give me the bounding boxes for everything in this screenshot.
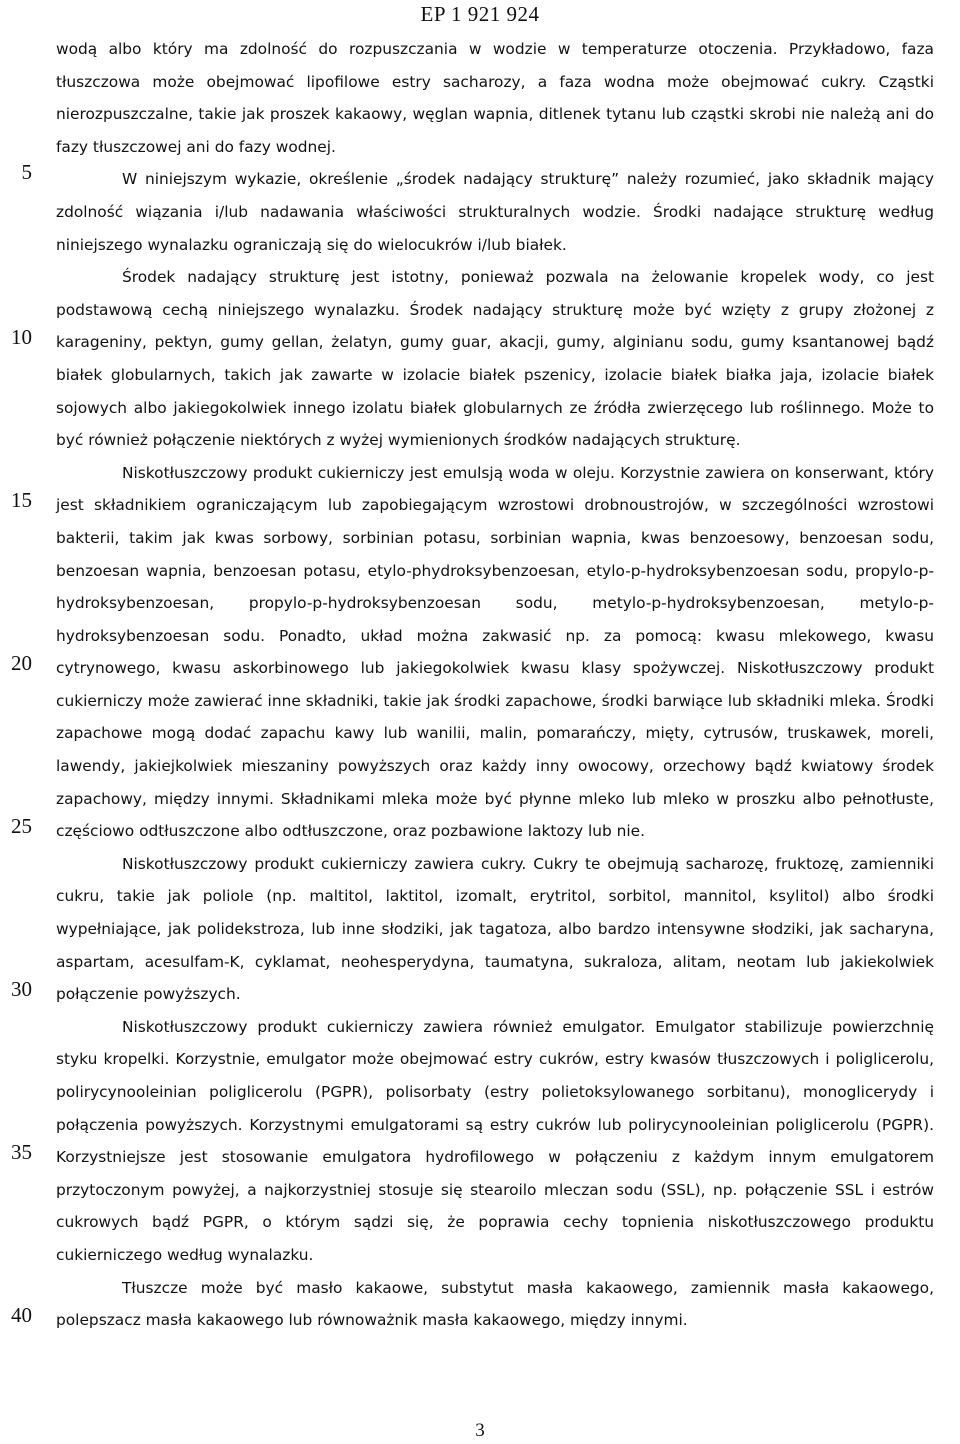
paragraph-emulsifier: Niskotłuszczowy produkt cukierniczy zawiera również emulgator. Emulgator stabilizuje powierzchnię styku kropelki. Korzystnie, emulgator może obejmować estry cukrów, estry kwasów tłuszczowych i poliglicerolu, polirycynooleinian poliglicerolu (PGPR), polisorbaty (estry polietoksylowanego sorbitanu), monoglicerydy i połączenia powyższych. Korzystnymi emulgatorami są estry cukrów lub polirycynooleinian poliglicerolu (PGPR). Korzystniejsze jest stosowanie emulgatora hydrofilowego w połączeniu z każdym innym emulgatorem przytoczonym powyżej, a najkorzystniej stosuje się stearoilo mleczan sodu (SSL), np. połączenie SSL i estrów cukrowych bądź PGPR, o którym sądzi się, że poprawia cechy topnienia niskotłuszczowego produktu cukierniczego według wynalazku. — [56, 1017, 934, 1264]
line-number: 40 — [11, 1303, 32, 1327]
paragraph-fat: Tłuszcze może być masło kakaowe, substytut masła kakaowego, zamiennik masła kakaowego, polepszacz masła kakaowego lub równoważnik masła kakaowego, między innymi. — [56, 1278, 934, 1330]
line-number: 10 — [11, 325, 32, 349]
paragraph-structuring-agent-group: Środek nadający strukturę jest istotny, ponieważ pozwala na żelowanie kropelek wody, co jest podstawową cechą niniejszego wynalazku. Środek nadający strukturę może być wzięty z grupy złożonej z karageniny, pektyn, gumy gellan, żelatyn, gumy guar, akacji, gumy, alginianu sodu, gumy ksantanowej bądź białek globularnych, takich jak zawarte w izolacie białek pszenicy, izolacie białek białka jaja, izolacie białek sojowych albo jakiegokolwiek innego izolatu białek globularnych ze źródła zwierzęcego lub roślinnego. Może to być również połączenie niektórych z wyżej wymienionych środków nadających strukturę. — [56, 268, 934, 450]
line-number: 5 — [21, 160, 32, 184]
paragraph-sugars: Niskotłuszczowy produkt cukierniczy zawiera cukry. Cukry te obejmują sacharozę, fruktozę, zamienniki cukru, takie jak poliole (np. maltitol, laktitol, izomalt, erytritol, sorbitol, mannitol, ksylitol) albo środki wypełniające, jak polidekstroza, lub inne słodziki, jak tagatoza, albo bardzo intensywne słodziki, jak sacharyna, aspartam, acesulfam-K, cyklamat, neohesperydyna, taumatyna, sukraloza, alitam, neotam lub jakiekolwiek połączenie powyższych. — [56, 854, 934, 1004]
line-number: 35 — [11, 1140, 32, 1164]
document-number-header: EP 1 921 924 — [420, 2, 540, 26]
page-number: 3 — [475, 1420, 485, 1441]
document-body — [56, 33, 934, 1337]
line-number-margin — [0, 0, 40, 1400]
line-number: 15 — [11, 488, 32, 512]
paragraph-structuring-agent-definition: W niniejszym wykazie, określenie „środek nadający strukturę” należy rozumieć, jako składnik mający zdolność wiązania i/lub nadawania właściwości strukturalnych wodzie. Środki nadające strukturę według niniejszego wynalazku ograniczają się do wielocukrów i/lub białek. — [56, 170, 934, 254]
paragraph-continuation: wodą albo który ma zdolność do rozpuszczania w wodzie w temperaturze otoczenia. Przykładowo, faza tłuszczowa może obejmować lipofilowe estry sacharozy, a faza wodna może obejmować cukry. Cząstki nierozpuszczalne, takie jak proszek kakaowy, węglan wapnia, ditlenek tytanu lub cząstki skrobi nie należą ani do fazy tłuszczowej ani do fazy wodnej. — [56, 40, 934, 156]
line-number: 25 — [11, 814, 32, 838]
paragraph-emulsion-preservatives: Niskotłuszczowy produkt cukierniczy jest emulsją woda w oleju. Korzystnie zawiera on konserwant, który jest składnikiem ograniczającym lub zapobiegającym wzrostowi drobnoustrojów, w szczególności wzrostowi bakterii, takim jak kwas sorbowy, sorbinian potasu, sorbinian wapnia, kwas benzoesowy, benzoesan sodu, benzoesan wapnia, benzoesan potasu, etylo-phydroksybenzoesan, etylo-p-hydroksybenzoesan sodu, propylo-p-hydroksybenzoesan, propylo-p-hydroksybenzoesan sodu, metylo-p-hydroksybenzoesan, metylo-p-hydroksybenzoesan sodu. Ponadto, układ można zakwasić np. za pomocą: kwasu mlekowego, kwasu cytrynowego, kwasu askorbinowego lub jakiegokolwiek kwasu klasy spożywczej. Niskotłuszczowy produkt cukierniczy może zawierać inne składniki, takie jak środki zapachowe, środki barwiące lub składniki mleka. Środki zapachowe mogą dodać zapachu kawy lub wanilii, malin, pomarańczy, mięty, cytrusów, truskawek, moreli, lawendy, jakiejkolwiek mieszaniny powyższych oraz każdy inny owocowy, orzechowy bądź kwiatowy środek zapachowy, między innymi. Składnikami mleka może być płynne mleko lub mleko w proszku albo pełnotłuste, częściowo odtłuszczone albo odtłuszczone, oraz pozbawione laktozy lub nie. — [56, 463, 934, 841]
line-number: 30 — [11, 977, 32, 1001]
line-number: 20 — [11, 651, 32, 675]
